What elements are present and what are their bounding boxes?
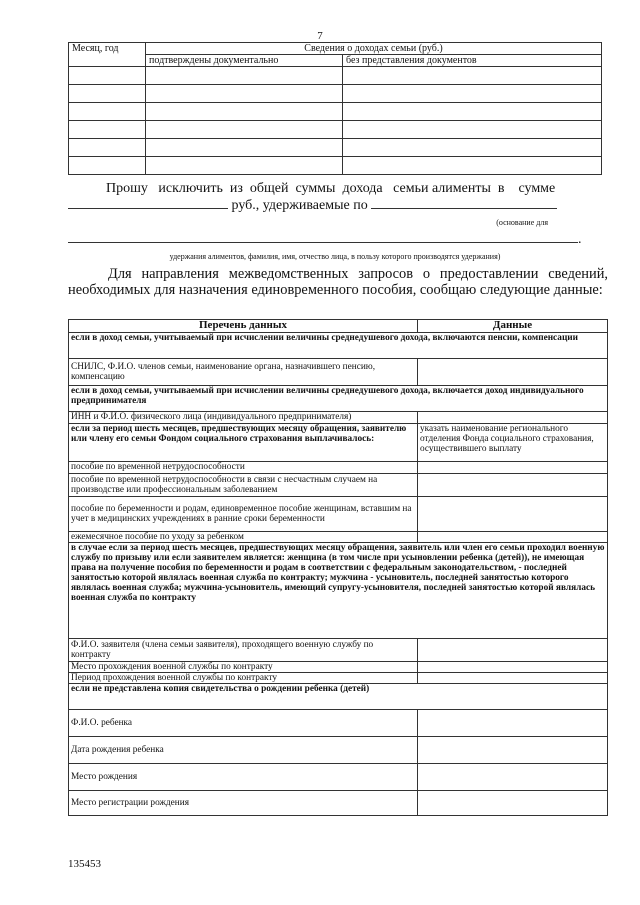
income-cell[interactable] [343,67,602,85]
col-documented: подтверждены документально [146,55,343,67]
income-row [69,103,602,121]
data-cell[interactable] [418,737,608,764]
row-label: ИНН и Ф.И.О. физического лица (индивидуального предпринимателя) [69,412,418,424]
income-row [69,85,602,103]
section-heading: если в доход семьи, учитываемый при исчислении величины среднедушевого дохода, включается доход индивидуального предпринимателя [69,386,608,412]
income-table [68,42,602,175]
row-label: пособие по временной нетрудоспособности [69,462,418,474]
row-label: Место регистрации рождения [69,791,418,816]
data-cell[interactable] [418,662,608,673]
income-cell[interactable] [146,139,343,157]
table-row [69,764,608,791]
alimony-sum-field[interactable] [68,208,228,209]
row-label: Ф.И.О. ребенка [69,710,418,737]
data-cell[interactable] [418,639,608,662]
table-row [69,412,608,424]
data-cell[interactable] [418,474,608,497]
alimony-basis-note: (основание для [496,218,548,227]
data-cell[interactable] [418,359,608,386]
data-cell[interactable] [418,532,608,543]
table-row [69,791,608,816]
income-cell[interactable] [343,157,602,175]
table-row [69,424,608,462]
row-label: ежемесячное пособие по уходу за ребенком [69,532,418,543]
income-row [69,121,602,139]
table-row [69,497,608,532]
income-cell[interactable] [69,157,146,175]
table-row [69,359,608,386]
income-row [69,157,602,175]
table-row [69,543,608,639]
data-cell[interactable] [418,764,608,791]
income-cell[interactable] [343,121,602,139]
income-row [69,139,602,157]
footer-code: 135453 [68,858,101,870]
row-label: Место прохождения военной службы по контракту [69,662,418,673]
section-heading: в случае если за период шесть месяцев, предшествующих месяцу обращения, заявитель или член его семьи проходил военную службу по призыву или если заявителем является: женщина (в том числе при усыновлении ребенка (детей)), не имеющая права на получение пособия по беременности и родам в соответствии с федеральным законодательством, - последней занятостью которой являлась военная служба по контракту; мужчина - усыновитель, последней занятостью которого являлась военная служба; мужчина-усыновитель, имеющий супругу-усыновителя, последней занятостью которой являлась военная служба по контракту [69,543,608,639]
income-cell[interactable] [146,85,343,103]
intro-text: Для направления межведомственных запросов о предоставлении сведений, необходимых для назначения единовременного пособия, сообщаю следующие данные: [68,266,608,298]
section-heading: если в доход семьи, учитываемый при исчислении величины среднедушевого дохода, включаются пенсии, компенсации [69,333,608,359]
table-row [69,462,608,474]
col-undocumented: без представления документов [343,55,602,67]
intro-paragraph [68,266,608,298]
income-cell[interactable] [343,85,602,103]
data-cell[interactable] [418,710,608,737]
row-label: пособие по временной нетрудоспособности в связи с несчастным случаем на производстве или профессиональным заболеванием [69,474,418,497]
income-cell[interactable] [69,103,146,121]
data-table [68,319,608,816]
income-cell[interactable] [146,103,343,121]
table-row [69,532,608,543]
income-row [69,67,602,85]
row-label: Место рождения [69,764,418,791]
col-group: Сведения о доходах семьи (руб.) [146,43,602,55]
table-row [69,684,608,710]
alimony-basis-field[interactable] [371,208,557,209]
data-cell[interactable] [418,412,608,424]
income-cell[interactable] [343,103,602,121]
income-cell[interactable] [69,121,146,139]
col-data: Данные [418,320,608,333]
table-row [69,673,608,684]
row-note: указать наименование регионального отделения Фонда социального страхования, осуществившего выплату [418,424,608,462]
col-month: Месяц, год [69,43,146,67]
income-cell[interactable] [69,67,146,85]
col-list: Перечень данных [69,320,418,333]
table-row [69,737,608,764]
table-row [69,710,608,737]
income-cell[interactable] [69,139,146,157]
data-cell[interactable] [418,497,608,532]
alimony-rub-text: руб., удерживаемые по [231,198,368,213]
income-cell[interactable] [146,157,343,175]
table-row [69,474,608,497]
section-heading: если не представлена копия свидетельства о рождении ребенка (детей) [69,684,608,710]
row-label: СНИЛС, Ф.И.О. членов семьи, наименование органа, назначившего пенсию, компенсацию [69,359,418,386]
data-cell[interactable] [418,462,608,474]
income-cell[interactable] [146,67,343,85]
row-label: Ф.И.О. заявителя (члена семьи заявителя), проходящего военную службу по контракту [69,639,418,662]
alimony-details-field[interactable] [68,236,578,243]
table-row [69,333,608,359]
income-cell[interactable] [69,85,146,103]
data-cell[interactable] [418,673,608,684]
alimony-footnote: удержания алиментов, фамилия, имя, отчество лица, в пользу которого производятся удержания) [169,252,501,261]
row-label: Дата рождения ребенка [69,737,418,764]
alimony-request: Прошу исключить из общей суммы дохода семьи алименты в сумме руб., удерживаемые по (основание для . удержания алиментов, фамилия, имя, отчество лица, в пользу которого производятся удержания) [68,180,602,265]
table-row [69,639,608,662]
page-number: 7 [317,30,323,42]
row-label: пособие по беременности и родам, единовременное пособие женщинам, вставшим на учет в медицинских учреждениях в ранние сроки беременности [69,497,418,532]
table-row [69,386,608,412]
alimony-line1: Прошу исключить из общей суммы дохода семьи алименты в сумме [106,181,556,196]
income-cell[interactable] [343,139,602,157]
income-cell[interactable] [146,121,343,139]
data-cell[interactable] [418,791,608,816]
row-label: Период прохождения военной службы по контракту [69,673,418,684]
row-label: если за период шесть месяцев, предшествующих месяцу обращения, заявителю или члену его семьи Фондом социального страхования выплачивалось: [69,424,418,462]
table-row [69,662,608,673]
